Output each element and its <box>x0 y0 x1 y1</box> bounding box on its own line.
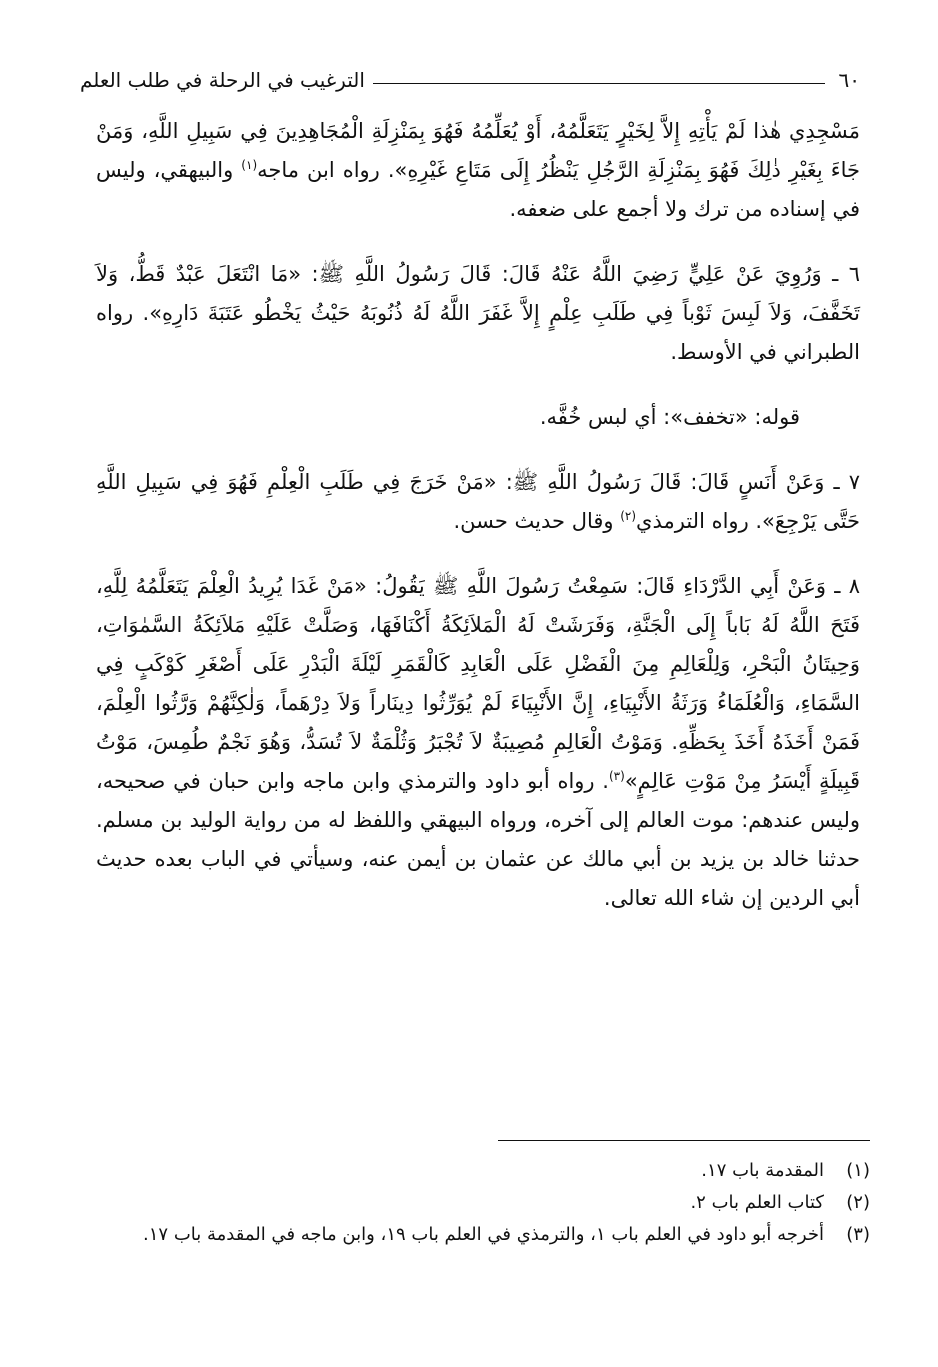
chapter-title: الترغيب في الرحلة في طلب العلم <box>80 68 365 92</box>
page-number: ٦٠ <box>838 68 860 92</box>
footnote-text: المقدمة باب ١٧. <box>701 1160 824 1181</box>
paragraph-text: مَسْجِدِي هٰذا لَمْ يَأْتِهِ إِلاَّ لِخَيْرٍ يَتَعَلَّمُهُ، أَوْ يُعَلِّمُهُ فَهُوَ بِمَنْزِلَةِ الْمُجَاهِدِينَ فِي سَبِيلِ اللَّهِ، وَمَنْ جَاءَ بِغَيْرِ ذٰلِكَ فَهُوَ بِمَنْزِلَةِ الرَّجُلِ يَنْظُرُ إِلَى مَتَاعِ غَيْرِهِ». رواه ابن ماجه <box>96 119 860 182</box>
hadith-7 <box>96 463 860 541</box>
footnote-3 <box>96 1220 870 1250</box>
footnote-separator <box>498 1140 870 1141</box>
main-text <box>96 112 860 918</box>
gloss-note <box>96 398 860 437</box>
hadith-8 <box>96 567 860 918</box>
footnotes <box>96 1156 870 1252</box>
paragraph-continuation <box>96 112 860 229</box>
footnote-ref: (٣) <box>608 769 625 783</box>
footnote-text: أخرجه أبو داود في العلم باب ١، والترمذي في العلم باب ١٩، وابن ماجه في المقدمة باب ١٧. <box>143 1224 824 1245</box>
footnote-2 <box>96 1188 870 1218</box>
footnote-number: (٢) <box>846 1192 870 1213</box>
footnote-ref: (١) <box>241 158 258 172</box>
header-rule <box>373 83 825 84</box>
paragraph-text: قوله: «تخفف»: أي لبس خُفَّه. <box>539 405 800 429</box>
running-head <box>80 60 860 100</box>
paragraph-text: ٧ ـ وَعَنْ أَنَسٍ قَالَ: قَالَ رَسُولُ اللَّهِ ﷺ: «مَنْ خَرَجَ فِي طَلَبِ الْعِلْمِ فَهُوَ فِي سَبِيلِ اللَّهِ حَتَّى يَرْجِعَ». رواه الترمذي <box>96 470 860 533</box>
paragraph-text: ٦ ـ وَرُوِيَ عَنْ عَلِيٍّ رَضِيَ اللَّهُ عَنْهُ قَالَ: قَالَ رَسُولُ اللَّهِ ﷺ: «مَا انْتَعَلَ عَبْدٌ قَطُّ، وَلاَ تَخَفَّفَ، وَلاَ لَبِسَ ثَوْباً فِي طَلَبِ عِلْمٍ إِلاَّ غَفَرَ اللَّهُ لَهُ ذُنُوبَهُ حَيْثُ يَخْطُو عَتَبَةَ دَارِهِ». رواه الطبراني في الأوسط. <box>96 262 860 364</box>
paragraph-text: والبيهقي، وليس في إسناده من ترك ولا أجمع على ضعفه. <box>96 158 860 221</box>
paragraph-text: ٨ ـ وَعَنْ أَبِي الدَّرْدَاءِ قَالَ: سَمِعْتُ رَسُولَ اللَّهِ ﷺ يَقُولُ: «مَنْ غَدَا يُرِيدُ الْعِلْمَ يَتَعَلَّمُهُ لِلَّهِ، فَتَحَ اللَّهُ لَهُ بَاباً إِلَى الْجَنَّةِ، وَفَرَشَتْ لَهُ الْمَلاَئِكَةُ أَكْنَافَهَا، وَصَلَّتْ عَلَيْهِ مَلاَئِكَةُ السَّمٰوَاتِ، وَحِيتَانُ الْبَحْرِ، وَلِلْعَالِمِ مِنَ الْفَضْلِ عَلَى الْعَابِدِ كَالْقَمَرِ لَيْلَةَ الْبَدْرِ عَلَى أَصْغَرِ كَوْكَبٍ فِي السَّمَاءِ، وَالْعُلَمَاءُ وَرَثَةُ الأَنْبِيَاءِ، إِنَّ الأَنْبِيَاءَ لَمْ يُوَرِّثُوا دِينَاراً وَلاَ دِرْهَماً، وَلٰكِنَّهُمْ وَرَّثُوا الْعِلْمَ، فَمَنْ أَخَذَهُ أَخَذَ بِحَظِّهِ. وَمَوْتُ الْعَالِمِ مُصِيبَةٌ لاَ تُجْبَرُ وَثُلْمَةٌ لاَ تُسَدُّ، وَهُوَ نَجْمٌ طُمِسَ، مَوْتُ قَبِيلَةٍ أَيْسَرُ مِنْ مَوْتِ عَالِمٍ» <box>96 574 860 793</box>
footnote-1 <box>96 1156 870 1186</box>
paragraph-text: وقال حديث حسن. <box>453 509 621 533</box>
footnote-text: كتاب العلم باب ٢. <box>690 1192 824 1213</box>
footnote-ref: (٢) <box>620 509 637 523</box>
footnote-number: (١) <box>846 1160 870 1181</box>
hadith-6 <box>96 255 860 372</box>
footnote-number: (٣) <box>846 1224 870 1245</box>
paragraph-text: . رواه أبو داود والترمذي وابن ماجه وابن حبان في صحيحه، وليس عندهم: موت العالم إلى آخره، ورواه البيهقي واللفظ له من رواية الوليد بن مسلم. حدثنا خالد بن يزيد بن أبي مالك عن عثمان بن أيمن عنه، وسيأتي في الباب بعده حديث أبي الردين إن شاء الله تعالى. <box>96 769 860 910</box>
